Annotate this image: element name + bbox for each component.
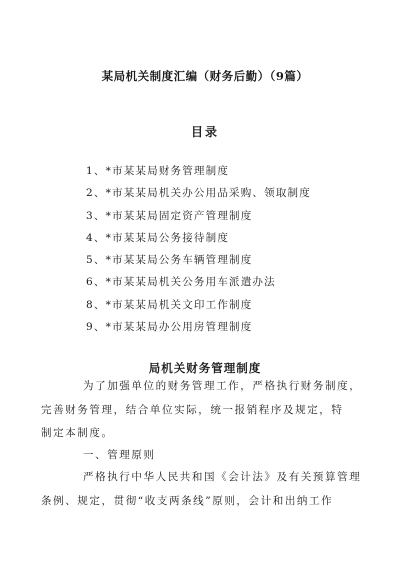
toc-item: 3、*市某某局固定资产管理制度 xyxy=(86,209,253,222)
subsection-heading xyxy=(62,444,362,468)
toc-item: 4、*市某某局公务接待制度 xyxy=(86,231,230,244)
toc-item: 5、*市某某局公务车辆管理制度 xyxy=(86,254,253,267)
body-paragraph xyxy=(41,466,362,513)
toc-item: 9、*市某某局办公用房管理制度 xyxy=(86,321,253,334)
paragraph-line: 一、管理原则 xyxy=(83,449,156,461)
toc-item: 8、*市某某局机关文印工作制度 xyxy=(86,298,253,311)
paragraph-line: 为了加强单位的财务管理工作，严格执行财务制度， xyxy=(83,380,362,392)
paragraph-line: 制定本制度。 xyxy=(41,427,114,439)
paragraph-line: 条例、规定，贯彻“收支两条线”原则，会计和出纳工作 xyxy=(41,494,334,507)
toc-heading: 目录 xyxy=(190,125,219,139)
body-paragraph xyxy=(41,375,362,446)
toc-item: 2、*市某某局机关办公用品采购、领取制度 xyxy=(86,187,311,200)
paragraph-line: 严格执行中华人民共和国《会计法》及有关预算管理 xyxy=(83,471,362,483)
toc-item: 1、*市某某局财务管理制度 xyxy=(86,165,230,177)
table-of-contents xyxy=(86,160,311,338)
toc-item: 6、*市某某局机关公务用车派遣办法 xyxy=(86,276,276,289)
section-title: 局机关财务管理制度 xyxy=(148,361,262,375)
document-title: 某局机关制度汇编（财务后勤）（9篇） xyxy=(101,69,309,83)
paragraph-line: 完善财务管理，结合单位实际，统一报销程序及规定，特 xyxy=(41,403,344,416)
